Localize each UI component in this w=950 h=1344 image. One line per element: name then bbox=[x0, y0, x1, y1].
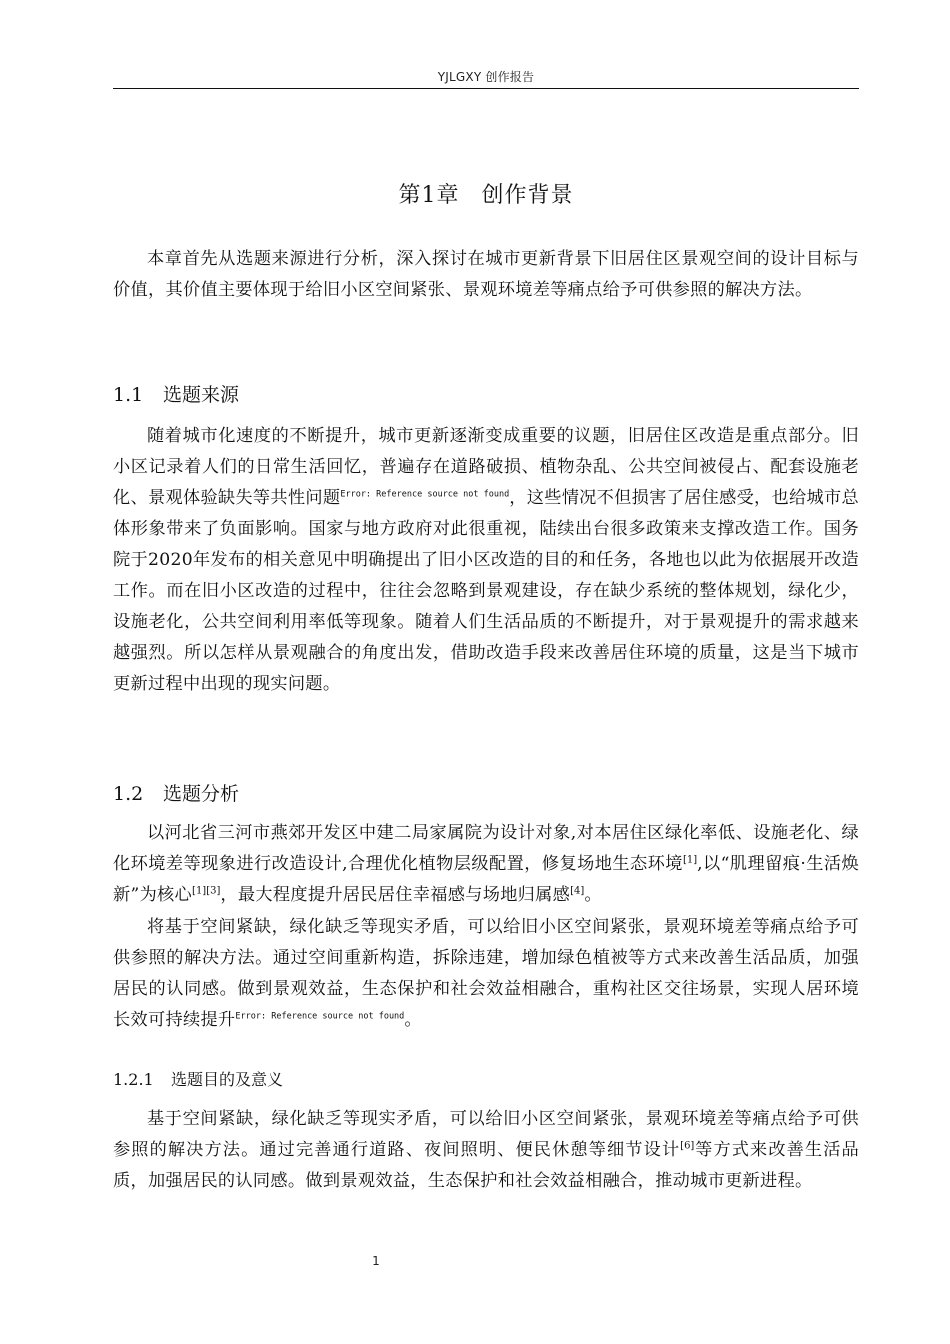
section-title: 选题来源 bbox=[163, 384, 240, 406]
paragraph-text: 随着城市化速度的不断提升，城市更新逐渐变成重要的议题，旧居住区改造是重点部分。旧小区记录着人们的日常生活回忆，普遍存在道路破损、植物杂乱、公共空间被侵占、配套设施老化、景观体验缺失等共性问题 bbox=[113, 426, 859, 508]
paragraph-text: 以河北省三河市燕郊开发区中建二局家属院为设计对象,对本居住区绿化率低、设施老化、绿化环境差等现象进行改造设计,合理优化植物层级配置，修复场地生态环境 bbox=[113, 823, 859, 874]
paragraph-topic-source bbox=[113, 421, 859, 700]
paragraph-text: ，这些情况不但损害了居住感受，也给城市总体形象带来了负面影响。国家与地方政府对此很重视，陆续出台很多政策来支撑改造工作。国务院于2020年发布的相关意见中明确提出了旧小区改造的目的和任务，各地也以此为依据展开改造工作。而在旧小区改造的过程中，往往会忽略到景观建设，存在缺少系统的整体规划，绿化少，设施老化，公共空间利用率低等现象。随着人们生活品质的不断提升，对于景观提升的需求越来越强烈。所以怎样从景观融合的角度出发，借助改造手段来改善居住环境的质量，这是当下城市更新过程中出现的现实问题。 bbox=[113, 488, 859, 694]
reference-error: Error: Reference source not found bbox=[340, 489, 510, 500]
paragraph-text: 等方式来改善生活品质，加强居民的认同感。做到景观效益，生态保护和社会效益相融合，推动城市更新进程。 bbox=[113, 1140, 860, 1191]
paragraph-text: 将基于空间紧缺，绿化缺乏等现实矛盾，可以给旧小区空间紧张，景观环境差等痛点给予可供参照的解决方法。通过空间重新构造，拆除违建，增加绿色植被等方式来改善生活品质，加强居民的认同感。做到景观效益，生态保护和社会效益相融合，重构社区交往场景，实现人居环境长效可持续提升 bbox=[113, 917, 859, 1030]
paragraph-text: ，最大程度提升居民居住幸福感与场地归属感 bbox=[220, 885, 571, 905]
page-number: 1 bbox=[372, 1254, 380, 1268]
paragraph-topic-analysis-1 bbox=[113, 818, 859, 911]
citation: [1] bbox=[192, 885, 207, 897]
chapter-name: 创作背景 bbox=[481, 183, 574, 208]
paragraph-text: 。 bbox=[404, 1010, 422, 1030]
paragraph-text: 基于空间紧缺，绿化缺乏等现实矛盾，可以给旧小区空间紧张，景观环境差等痛点给予可供参照的解决方法。通过完善通行道路、夜间照明、便民休憩等细节设计 bbox=[113, 1109, 859, 1160]
citation: [4] bbox=[570, 885, 585, 897]
paragraph-purpose-significance bbox=[113, 1104, 859, 1197]
chapter-number: 1 bbox=[421, 183, 437, 208]
subsection-title: 选题目的及意义 bbox=[171, 1070, 284, 1089]
section-number: 1.2 bbox=[113, 783, 144, 805]
section-title: 选题分析 bbox=[163, 783, 240, 805]
subsection-number: 1.2.1 bbox=[113, 1070, 154, 1089]
subsection-heading-1-2-1 bbox=[113, 1067, 283, 1090]
paragraph-text: 。 bbox=[584, 885, 602, 905]
chapter-prefix: 第 bbox=[398, 183, 422, 208]
chapter-title bbox=[113, 178, 859, 209]
section-heading-1-1 bbox=[113, 380, 239, 407]
citation: [6] bbox=[680, 1140, 695, 1152]
section-heading-1-2 bbox=[113, 779, 239, 806]
intro-paragraph: 本章首先从选题来源进行分析，深入探讨在城市更新背景下旧居住区景观空间的设计目标与价值，其价值主要体现于给旧小区空间紧张、景观环境差等痛点给予可供参照的解决方法。 bbox=[113, 249, 859, 300]
paragraph-topic-analysis-2 bbox=[113, 912, 859, 1036]
paragraph-text: ,以“肌理留痕·生活焕新”为核心 bbox=[113, 854, 860, 905]
running-header: YJLGXY 创作报告 bbox=[437, 70, 535, 84]
reference-error: Error: Reference source not found bbox=[235, 1011, 405, 1022]
chapter-suffix: 章 bbox=[436, 183, 460, 208]
section-number: 1.1 bbox=[113, 384, 144, 406]
citation: [3] bbox=[206, 885, 221, 897]
citation: [1] bbox=[682, 854, 698, 866]
header-rule bbox=[113, 88, 859, 89]
